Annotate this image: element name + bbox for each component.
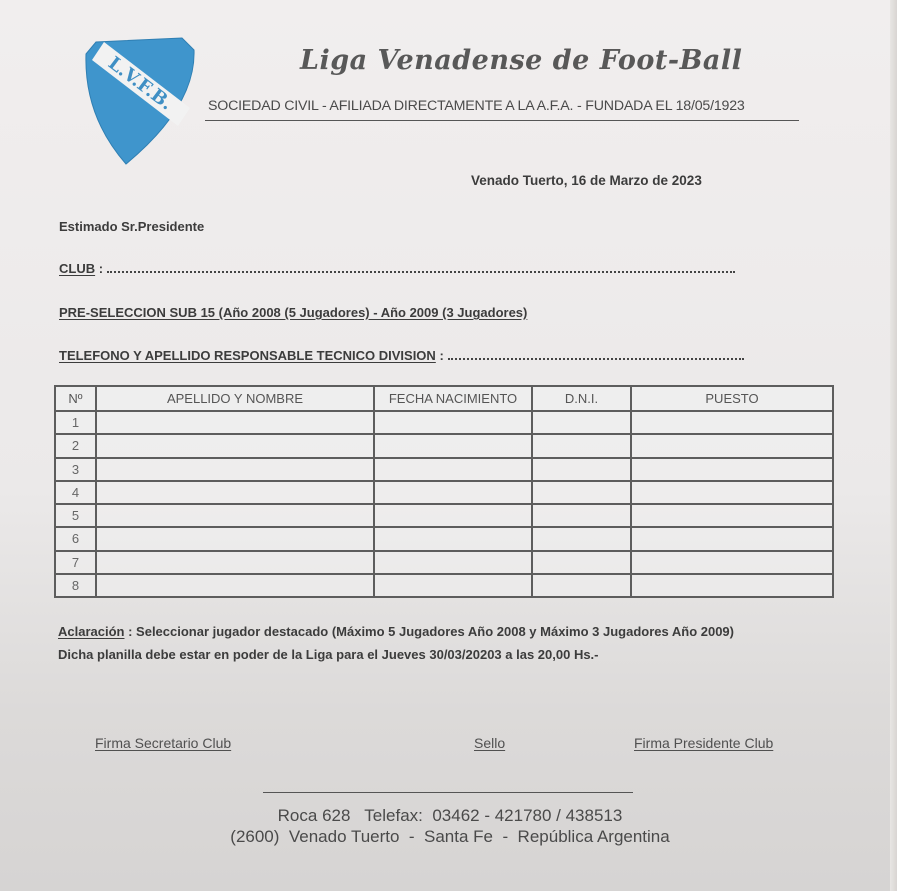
letter-date: Venado Tuerto, 16 de Marzo de 2023: [471, 173, 702, 188]
row-number: 3: [55, 458, 96, 481]
birthdate-cell[interactable]: [374, 527, 532, 550]
dni-cell[interactable]: [532, 411, 631, 434]
letter-greeting: Estimado Sr.Presidente: [59, 219, 205, 234]
footer-divider: [263, 792, 633, 793]
tecnico-field[interactable]: [59, 348, 744, 363]
name-cell[interactable]: [96, 481, 374, 504]
name-cell[interactable]: [96, 504, 374, 527]
dni-cell[interactable]: [532, 481, 631, 504]
aclaracion-text: : Seleccionar jugador destacado (Máximo 5 Jugadores Año 2008 y Máximo 3 Jugadores Año 2009): [124, 624, 734, 639]
column-header-position: PUESTO: [631, 386, 833, 411]
birthdate-cell[interactable]: [374, 481, 532, 504]
signature-secretario[interactable]: Firma Secretario Club: [95, 735, 232, 751]
name-cell[interactable]: [96, 527, 374, 550]
aclaracion-label: Aclaración: [58, 624, 125, 639]
league-title: Liga Venadense de Foot-Ball: [300, 45, 743, 76]
table-row: [55, 458, 833, 481]
row-number: 4: [55, 481, 96, 504]
birthdate-cell[interactable]: [374, 504, 532, 527]
footer-city: (2600) Venado Tuerto - Santa Fe - República Argentina: [230, 827, 670, 846]
logo-text: L.V.F.B.: [104, 52, 177, 115]
name-cell[interactable]: [96, 434, 374, 457]
birthdate-cell[interactable]: [374, 411, 532, 434]
name-cell[interactable]: [96, 458, 374, 481]
footer-address: Roca 628 Telefax: 03462 - 421780 / 438513: [277, 806, 623, 825]
dni-cell[interactable]: [532, 527, 631, 550]
position-cell[interactable]: [631, 527, 833, 550]
table-row: [55, 574, 833, 597]
table-row: [55, 527, 833, 550]
club-fill-line[interactable]: [107, 262, 735, 273]
club-label: CLUB: [59, 261, 96, 276]
row-number: 8: [55, 574, 96, 597]
dni-cell[interactable]: [532, 574, 631, 597]
name-cell[interactable]: [96, 411, 374, 434]
signature-presidente[interactable]: Firma Presidente Club: [634, 735, 774, 751]
tecnico-fill-line[interactable]: [448, 349, 744, 360]
tecnico-label: TELEFONO Y APELLIDO RESPONSABLE TECNICO DIVISION: [59, 348, 436, 363]
aclaracion-note: [58, 624, 734, 639]
position-cell[interactable]: [631, 504, 833, 527]
birthdate-cell[interactable]: [374, 551, 532, 574]
dni-cell[interactable]: [532, 504, 631, 527]
club-field[interactable]: [59, 261, 735, 276]
name-cell[interactable]: [96, 574, 374, 597]
birthdate-cell[interactable]: [374, 434, 532, 457]
header-divider: [205, 120, 799, 121]
row-number: 1: [55, 411, 96, 434]
column-header-birthdate: FECHA NACIMIENTO: [374, 386, 532, 411]
roster-table: [54, 385, 834, 598]
birthdate-cell[interactable]: [374, 458, 532, 481]
position-cell[interactable]: [631, 434, 833, 457]
signature-sello[interactable]: Sello: [474, 735, 506, 751]
table-row: [55, 551, 833, 574]
column-header-dni: D.N.I.: [532, 386, 631, 411]
dni-cell[interactable]: [532, 551, 631, 574]
position-cell[interactable]: [631, 481, 833, 504]
table-row: [55, 481, 833, 504]
club-separator: :: [98, 261, 104, 276]
table-header-row: [55, 386, 833, 411]
row-number: 6: [55, 527, 96, 550]
table-row: [55, 411, 833, 434]
birthdate-cell[interactable]: [374, 574, 532, 597]
table-row: [55, 434, 833, 457]
dni-cell[interactable]: [532, 434, 631, 457]
league-subtitle: SOCIEDAD CIVIL - AFILIADA DIRECTAMENTE A LA A.F.A. - FUNDADA EL 18/05/1923: [208, 98, 745, 114]
league-logo-shield: [78, 36, 198, 166]
name-cell[interactable]: [96, 551, 374, 574]
position-cell[interactable]: [631, 551, 833, 574]
row-number: 7: [55, 551, 96, 574]
preselection-heading: PRE-SELECCION SUB 15 (Año 2008 (5 Jugadores) - Año 2009 (3 Jugadores): [59, 305, 528, 320]
paper-edge: [890, 0, 897, 891]
position-cell[interactable]: [631, 458, 833, 481]
tecnico-separator: :: [439, 348, 444, 363]
column-header-name: APELLIDO Y NOMBRE: [96, 386, 374, 411]
deadline-note: Dicha planilla debe estar en poder de la Liga para el Jueves 30/03/20203 a las 20,00 Hs.-: [58, 647, 599, 662]
row-number: 5: [55, 504, 96, 527]
position-cell[interactable]: [631, 411, 833, 434]
dni-cell[interactable]: [532, 458, 631, 481]
column-header-number: Nº: [55, 386, 96, 411]
table-row: [55, 504, 833, 527]
row-number: 2: [55, 434, 96, 457]
position-cell[interactable]: [631, 574, 833, 597]
